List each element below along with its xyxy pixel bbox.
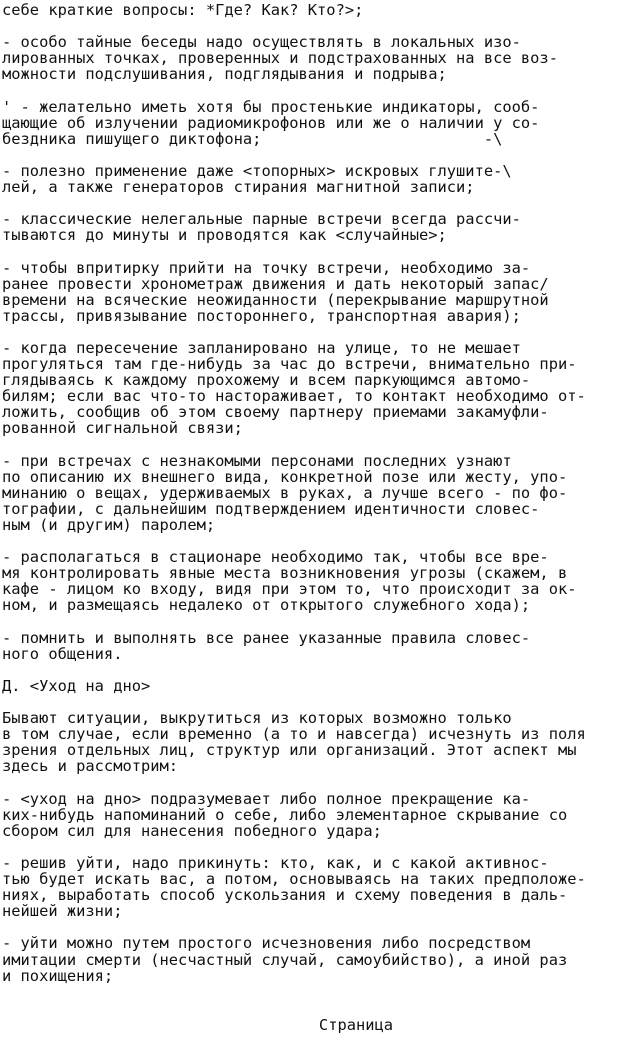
text-line: сбором сил для нанесения победного удара; [2, 821, 382, 840]
paragraph [2, 710, 618, 774]
text-line: - решив уйти, надо прикинуть: кто, как, и с какой активнос- [2, 853, 549, 872]
text-line: по описанию их внешнего вида, конкретной позе или жесту, упо- [2, 467, 568, 486]
text-line: тографии, с дальнейшим подтверждением идентичности словес- [2, 499, 540, 518]
text-line: - <уход на дно> подразумевает либо полное прекращение ка- [2, 789, 531, 808]
text-line: тываются до минуты и проводятся как <случайные>; [2, 226, 447, 245]
paragraph [2, 935, 618, 983]
text-line: лей, а также генераторов стирания магнитной записи; [2, 178, 475, 197]
text-line: нейшей жизни; [2, 902, 123, 921]
paragraph [2, 2, 618, 18]
paragraph [2, 340, 618, 437]
paragraph [2, 34, 618, 82]
text-line: щающие об излучении радиомикрофонов или же о наличии у со- [2, 113, 540, 132]
text-line: - при встречах с незнакомыми персонами последних узнают [2, 451, 512, 470]
document-text [2, 2, 618, 1000]
text-line: - полезно применение даже <топорных> искровых глушите-\ [2, 161, 512, 180]
text-line: ниях, выработать способ ускользания и схему поведения в даль- [2, 886, 568, 905]
text-line: бездника пишущего диктофона; -\ [2, 129, 503, 148]
text-line: ранее провести хронометраж движения и дать некоторый запас/ [2, 274, 549, 293]
paragraph [2, 163, 618, 195]
paragraph [2, 678, 618, 694]
text-line: минанию о вещах, удерживаемых в руках, а лучше всего - по фо- [2, 483, 568, 502]
text-line: Бывают ситуации, выкрутиться из которых возможно только [2, 709, 512, 728]
paragraph [2, 453, 618, 533]
text-line: - помнить и выполнять все ранее указанные правила словес- [2, 628, 531, 647]
paragraph [2, 791, 618, 839]
text-line: - располагаться в стационаре необходимо так, чтобы все вре- [2, 548, 549, 567]
text-line: рованной сигнальной связи; [2, 419, 243, 438]
text-line: ких-нибудь напоминаний о себе, либо элементарное скрывание со [2, 805, 568, 824]
paragraph [2, 211, 618, 243]
text-line: лированных точках, проверенных и подстрахованных на все воз- [2, 49, 558, 68]
text-line: ' - желательно иметь хотя бы простенькие индикаторы, сооб- [2, 97, 540, 116]
paragraph [2, 260, 618, 324]
text-line: кафе - лицом ко входу, видя при этом то, что происходит за ок- [2, 580, 577, 599]
text-line: зрения отдельных лиц, структур или организаций. Этот аспект мы [2, 741, 577, 760]
text-line: ного общения. [2, 644, 123, 663]
text-line: времени на всяческие неожиданности (перекрывание маршрутной [2, 290, 549, 309]
text-line: - уйти можно путем простого исчезновения либо посредством [2, 934, 531, 953]
text-line: себе краткие вопросы: *Где? Как? Кто?>; [2, 1, 364, 19]
text-line: ном, и размещаясь недалеко от открытого служебного хода); [2, 596, 531, 615]
paragraph [2, 549, 618, 613]
text-line: мя контролировать явные места возникновения угрозы (скажем, в [2, 564, 568, 583]
text-line: здесь и рассмотрим: [2, 757, 179, 776]
text-line: ложить, сообщив об этом своему партнеру приемами закамуфли- [2, 403, 549, 422]
text-line: тью будет искать вас, а потом, основываясь на таких предположе- [2, 870, 586, 889]
text-line: можности подслушивания, подглядывания и подрыва; [2, 65, 447, 84]
paragraph [2, 630, 618, 662]
text-line: - чтобы впритирку прийти на точку встречи, необходимо за- [2, 258, 531, 277]
text-line: - особо тайные беседы надо осуществлять в локальных изо- [2, 33, 521, 52]
text-line: билям; если вас что-то настораживает, то контакт необходимо от- [2, 387, 586, 406]
text-line: Д. <Уход на дно> [2, 676, 151, 695]
text-line: ным (и другим) паролем; [2, 516, 216, 534]
paragraph [2, 99, 618, 147]
paragraph [2, 855, 618, 919]
page-footer: Страница [318, 1016, 394, 1034]
text-line: имитации смерти (несчастный случай, самоубийство), а иной раз [2, 950, 568, 969]
text-line: прогуляться там где-нибудь за час до встречи, внимательно при- [2, 355, 577, 374]
text-line: трассы, привязывание постороннего, транспортная авария); [2, 306, 521, 325]
text-line: - классические нелегальные парные встречи всегда рассчи- [2, 210, 521, 229]
text-line: глядываясь к каждому прохожему и всем паркующимся автомо- [2, 371, 531, 390]
text-line: в том случае, если временно (а то и навсегда) исчезнуть из поля [2, 725, 586, 744]
text-line: - когда пересечение запланировано на улице, то не мешает [2, 338, 521, 357]
text-line: и похищения; [2, 966, 114, 985]
